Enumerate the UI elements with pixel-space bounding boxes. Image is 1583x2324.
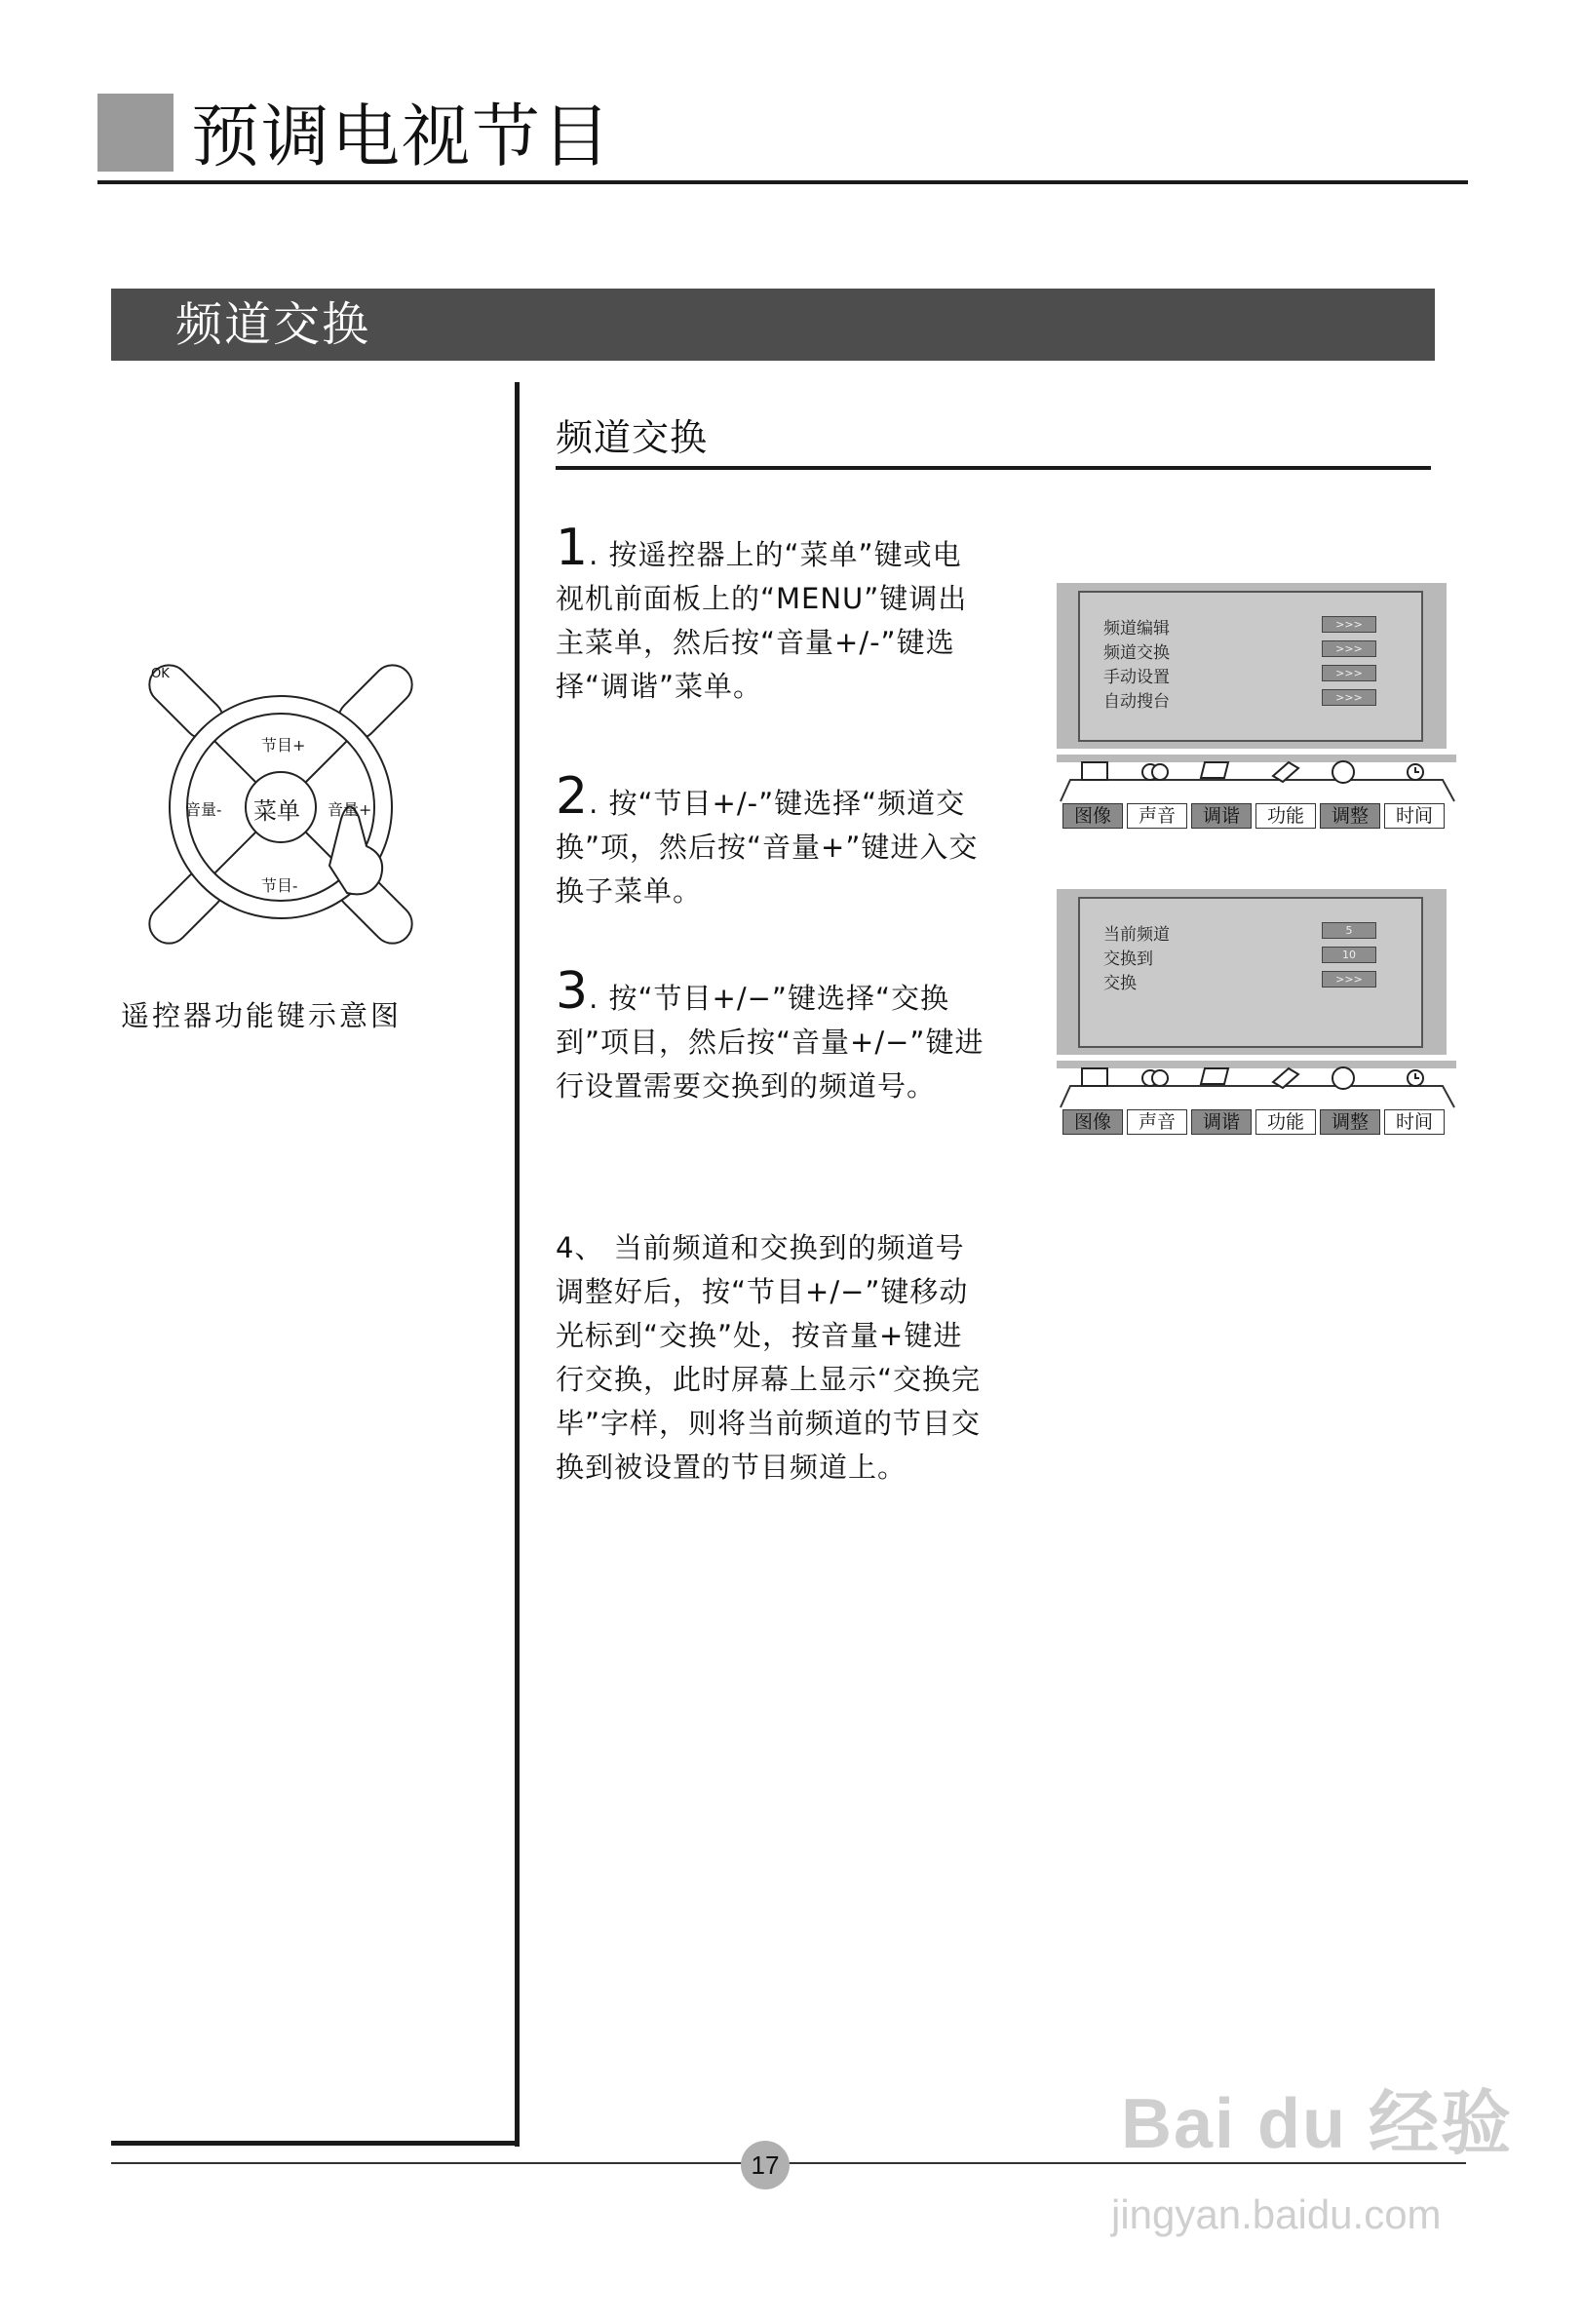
menu-item-value: 5 — [1322, 922, 1376, 939]
ok-label: OK — [151, 667, 170, 681]
picture-icon — [1082, 762, 1107, 780]
tab-time[interactable]: 时间 — [1384, 1109, 1445, 1135]
watermark-logo: Bai du 经验 — [1121, 2085, 1514, 2163]
tab-picture[interactable]: 图像 — [1062, 1109, 1123, 1135]
menu-item-value: >>> — [1322, 971, 1376, 988]
tab-adjust[interactable]: 调整 — [1320, 1109, 1380, 1135]
menu-key[interactable]: 菜单 — [253, 797, 300, 825]
tab-time[interactable]: 时间 — [1384, 803, 1445, 829]
tuning-icon — [1201, 762, 1228, 778]
page-title: 预调电视节目 — [191, 97, 612, 176]
remote-diagram — [146, 663, 419, 946]
step-number: 2 — [556, 767, 590, 826]
channel-down-key[interactable]: 节目- — [261, 876, 298, 895]
section-title: 频道交换 — [175, 297, 371, 352]
tab-adjust[interactable]: 调整 — [1320, 803, 1380, 829]
adjust-icon — [1332, 761, 1354, 783]
column-divider — [515, 382, 520, 2147]
tab-picture[interactable]: 图像 — [1062, 803, 1123, 829]
tab-tuning[interactable]: 调谐 — [1191, 1109, 1252, 1135]
menu-item-value: >>> — [1322, 616, 1376, 633]
watermark-url: jingyan.baidu.com — [1111, 2191, 1442, 2237]
tuning-icon — [1201, 1068, 1228, 1084]
menu-item[interactable]: 自动搜台 — [1103, 692, 1170, 712]
page-number: 17 — [741, 2141, 790, 2189]
volume-up-key[interactable]: 音量+ — [328, 800, 372, 819]
menu-panel — [1078, 591, 1423, 742]
menu-item-value: >>> — [1322, 665, 1376, 681]
menu-item[interactable]: 当前频道 — [1103, 925, 1170, 945]
step-text: 4、 当前频道和交换到的频道号调整好后，按“节目+/−”键移动光标到“交换”处，按音量+键进行交换，此时屏幕上显示“交换完毕”字样，则将当前频道的节目交换到被设置的节目频道上。 — [556, 1231, 982, 1484]
tab-sound[interactable]: 声音 — [1127, 1109, 1187, 1135]
menu-item-value: >>> — [1322, 640, 1376, 657]
volume-down-key[interactable]: 音量- — [185, 800, 222, 819]
menu-item[interactable]: 频道编辑 — [1103, 619, 1170, 639]
adjust-icon — [1332, 1067, 1354, 1089]
step-2 — [556, 767, 985, 913]
menu-item-value: 10 — [1322, 947, 1376, 963]
tv-menu-swap — [1057, 889, 1447, 1143]
subsection-title: 频道交换 — [556, 416, 709, 459]
column-bottom-rule — [111, 2141, 520, 2146]
step-4 — [556, 1226, 985, 1490]
menu-panel — [1078, 897, 1423, 1048]
step-number: 1 — [556, 519, 590, 577]
menu-tab-bar — [1057, 1057, 1456, 1137]
menu-item[interactable]: 频道交换 — [1103, 643, 1170, 663]
step-text: . 按“节目+/-”键选择“频道交换”项，然后按“音量+”键进入交换子菜单。 — [556, 787, 979, 908]
subsection-rule — [556, 466, 1431, 470]
menu-tab-bar — [1057, 751, 1456, 831]
header-rule — [97, 180, 1468, 184]
step-text: . 按“节目+/−”键选择“交换到”项目，然后按“音量+/−”键进行设置需要交换到的频道号。 — [556, 982, 985, 1103]
step-number: 3 — [556, 962, 590, 1021]
picture-icon — [1082, 1068, 1107, 1086]
remote-caption: 遥控器功能键示意图 — [121, 999, 403, 1032]
step-1 — [556, 519, 985, 709]
step-text: . 按遥控器上的“菜单”键或电视机前面板上的“MENU”键调出主菜单，然后按“音量+/-”键选择“调谐”菜单。 — [556, 538, 968, 703]
menu-item[interactable]: 手动设置 — [1103, 668, 1170, 687]
channel-up-key[interactable]: 节目+ — [261, 736, 306, 755]
tab-icons — [1057, 751, 1456, 803]
menu-item[interactable]: 交换到 — [1103, 949, 1153, 969]
step-3 — [556, 962, 985, 1108]
menu-item-value: >>> — [1322, 689, 1376, 706]
tab-icons — [1057, 1057, 1456, 1109]
tab-tuning[interactable]: 调谐 — [1191, 803, 1252, 829]
header-block — [97, 94, 174, 172]
tab-function[interactable]: 功能 — [1255, 803, 1316, 829]
tab-function[interactable]: 功能 — [1255, 1109, 1316, 1135]
tv-menu-tuning — [1057, 583, 1447, 836]
menu-item[interactable]: 交换 — [1103, 974, 1137, 993]
tab-sound[interactable]: 声音 — [1127, 803, 1187, 829]
